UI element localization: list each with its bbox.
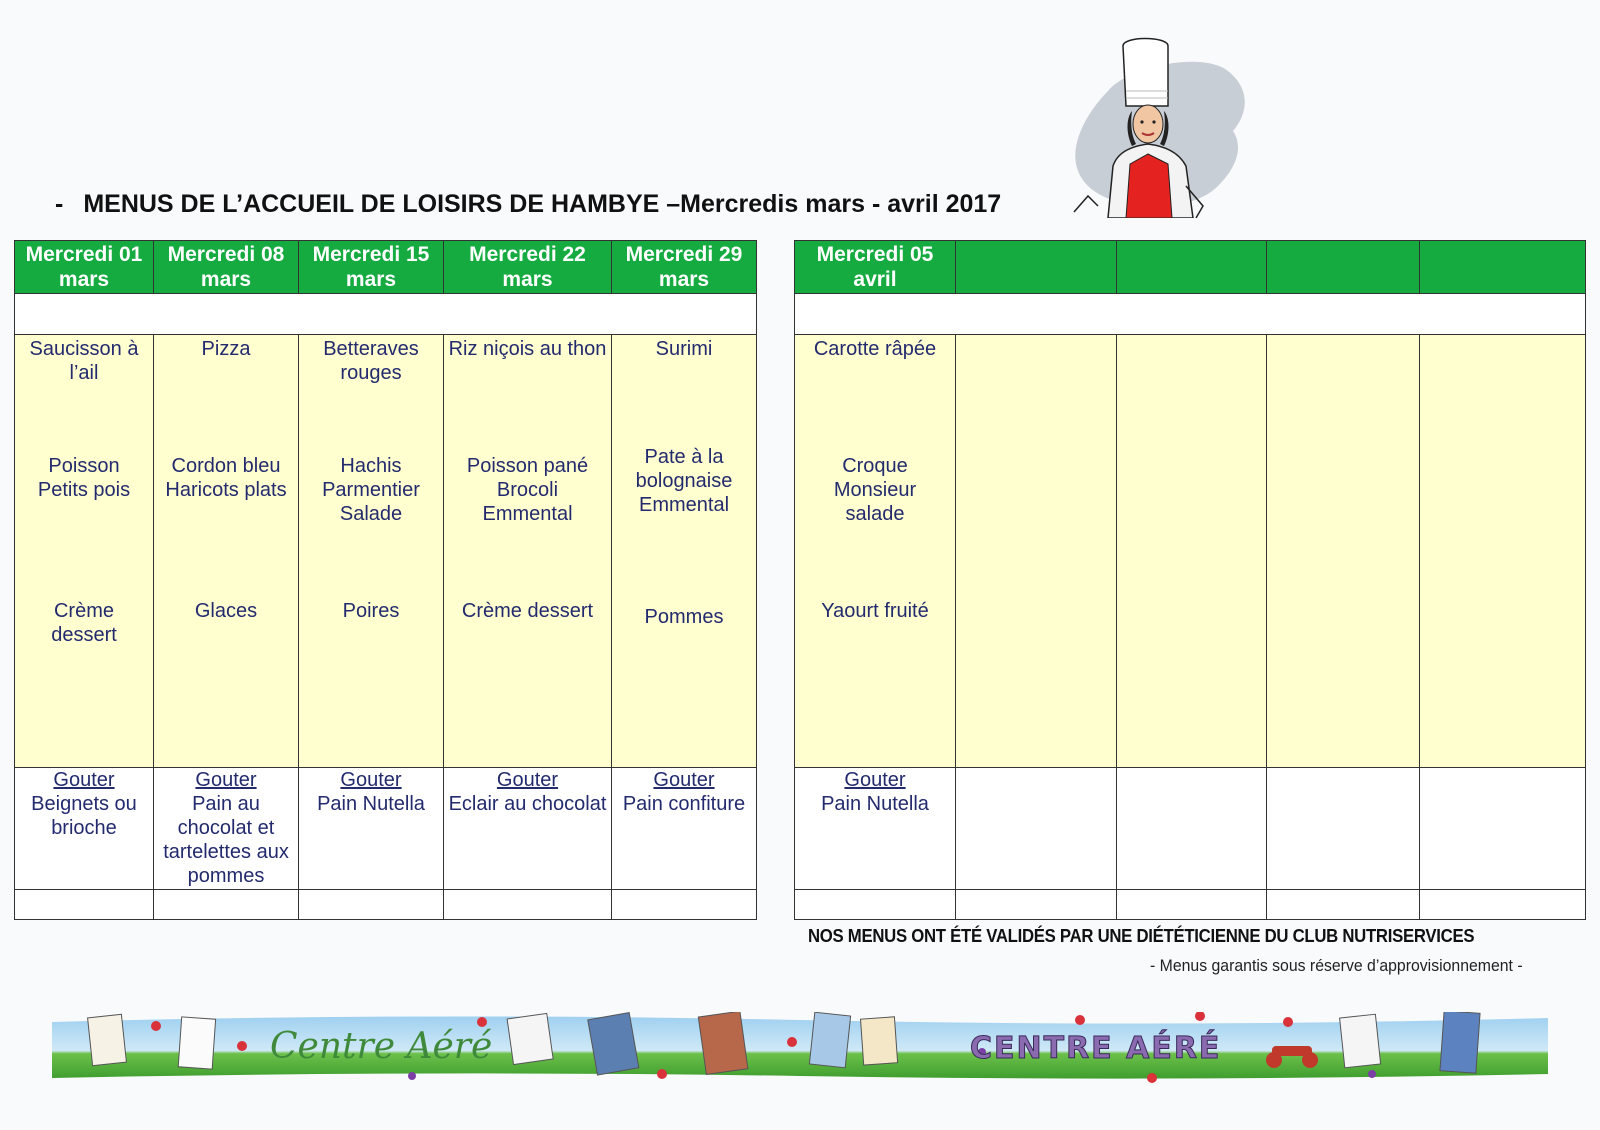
footer-cell [444,890,612,920]
gouter-row [15,768,757,890]
gouter-item: Pain Nutella [821,793,929,815]
main-item: Pate à la bolognaise [635,446,733,492]
dessert: Yaourt fruité [821,600,929,622]
main-course [303,454,439,526]
starter: Carotte râpée [813,338,937,360]
footer-row [15,890,757,920]
main-course [158,454,294,502]
day-header-empty [1267,241,1420,294]
day-header: Mercredi 08 mars [154,241,299,294]
gouter-row [795,768,1586,890]
footer-cell [1117,890,1267,920]
main-item: Emmental [482,503,573,525]
gouter-cell [299,768,444,890]
blank-cell [15,294,757,335]
gouter-item: Pain Nutella [317,793,425,815]
title-text: MENUS DE L’ACCUEIL DE LOISIRS DE HAMBYE –Mercredis mars - avril 2017 [83,190,1002,218]
gouter-item: Beignets ou brioche [31,793,137,839]
meal-cell [299,335,444,768]
footer-cell [1420,890,1586,920]
gouter-cell [15,768,154,890]
footer-row [795,890,1586,920]
gouter-label: Gouter [496,769,559,791]
blank-cell [795,294,1586,335]
footer-cell [15,890,154,920]
validation-note: NOS MENUS ONT ÉTÉ VALIDÉS PAR UNE DIÉTÉTICIENNE DU CLUB NUTRISERVICES [808,926,1475,946]
meal-cell-empty [1420,335,1586,768]
chef-illustration [1068,36,1258,218]
footer-cell [612,890,757,920]
starter: Riz niçois au thon [448,338,607,360]
main-course [448,454,607,526]
main-course [616,445,752,517]
day-header: Mercredi 05 avril [795,241,956,294]
main-item: salade [845,503,905,525]
menu-table-april [794,240,1586,920]
day-header: Mercredi 22 mars [444,241,612,294]
gouter-cell [444,768,612,890]
gouter-item: Pain confiture [622,793,746,815]
dessert: Glaces [194,600,258,622]
main-item: Poisson [48,455,120,477]
gouter-item: Eclair au chocolat [448,793,607,815]
starter: Pizza [201,338,251,360]
meal-cell-empty [1117,335,1267,768]
banner-text-right: CENTRE AÉRÉ [970,1031,1222,1066]
meal-cell-empty [956,335,1117,768]
main-item: Emmental [638,494,730,516]
meal-row [15,335,757,768]
footer-cell [154,890,299,920]
header-row [795,241,1586,294]
banner-text-left: Centre Aéré [270,1026,493,1067]
meal-cell-empty [1267,335,1420,768]
day-header-empty [1420,241,1586,294]
main-item: Poisson pané [466,455,589,477]
dessert: Pommes [644,606,724,628]
main-item: Cordon bleu [171,455,281,477]
title-dash: - [55,190,64,218]
footer-cell [956,890,1117,920]
main-item: Petits pois [37,479,131,501]
menu-table-march [14,240,757,920]
gouter-cell-empty [1267,768,1420,890]
gouter-label: Gouter [53,769,115,791]
blank-row [795,294,1586,335]
meal-cell [795,335,956,768]
dessert: Crème dessert [461,600,594,622]
day-header-empty [956,241,1117,294]
footer-cell [795,890,956,920]
starter: Betteraves rouges [323,338,419,384]
main-item: Salade [339,503,403,525]
gouter-cell [795,768,956,890]
gouter-cell [154,768,299,890]
main-item: Croque Monsieur [833,455,917,501]
starter: Saucisson à l’ail [29,338,139,384]
gouter-cell [612,768,757,890]
header-row [15,241,757,294]
centre-aere-banner [52,1012,1548,1100]
meal-cell [154,335,299,768]
gouter-cell-empty [956,768,1117,890]
gouter-label: Gouter [844,769,906,791]
dessert: Crème dessert [51,600,117,646]
page-title [55,190,1001,219]
gouter-item: Pain au chocolat et tartelettes aux pommes [163,793,289,887]
footer-cell [1267,890,1420,920]
gouter-label: Gouter [653,769,715,791]
day-header: Mercredi 15 mars [299,241,444,294]
gouter-cell-empty [1420,768,1586,890]
meal-cell [444,335,612,768]
footer-cell [299,890,444,920]
main-item: Haricots plats [165,479,287,501]
gouter-cell-empty [1117,768,1267,890]
dessert: Poires [342,600,400,622]
starter: Surimi [655,338,713,360]
main-item: Brocoli [496,479,559,501]
day-header: Mercredi 01 mars [15,241,154,294]
meal-row [795,335,1586,768]
meal-cell [15,335,154,768]
day-header-empty [1117,241,1267,294]
meal-cell [612,335,757,768]
main-course [799,454,951,526]
day-header: Mercredi 29 mars [612,241,757,294]
main-course [19,454,149,502]
main-item: Hachis Parmentier [322,455,420,501]
gouter-label: Gouter [195,769,257,791]
gouter-label: Gouter [340,769,402,791]
disclaimer-note: - Menus garantis sous réserve d’approvisionnement - [1150,956,1523,975]
blank-row [15,294,757,335]
